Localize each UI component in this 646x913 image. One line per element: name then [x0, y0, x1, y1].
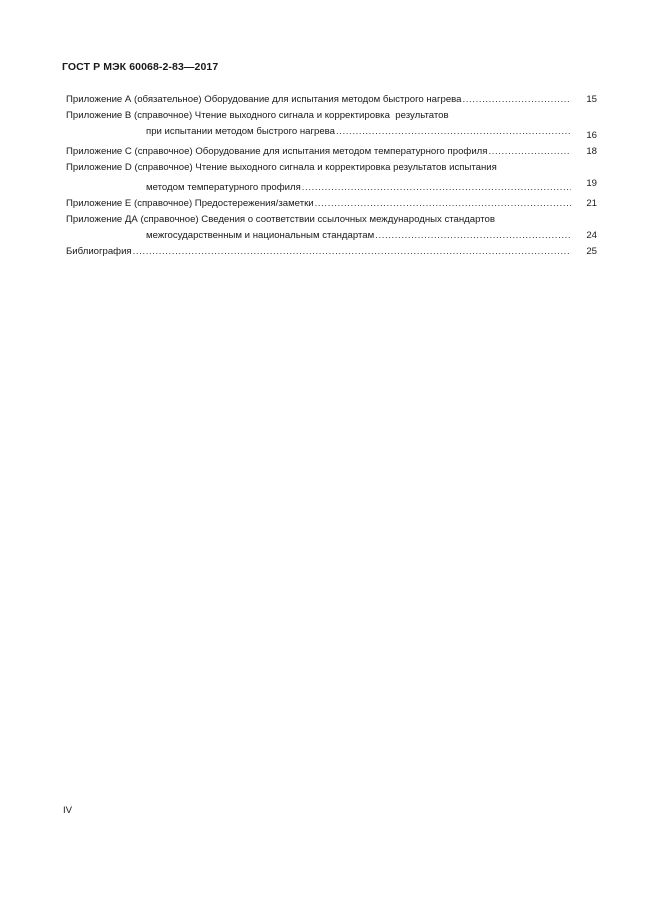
toc-entry-title: Приложение А (обязательное) Оборудование для испытания методом быстрого нагрева — [66, 94, 462, 105]
toc-page-number: 15 — [586, 94, 597, 105]
dot-leader — [336, 124, 571, 140]
dot-leader — [375, 228, 571, 244]
toc-page-number: 25 — [586, 246, 597, 257]
toc-entry-title: Приложение В (справочное) Чтение выходного сигнала и корректировка результатов — [66, 110, 449, 121]
toc-line-continuation — [66, 176, 597, 192]
toc-line — [66, 160, 597, 176]
toc-entry-title: Приложение D (справочное) Чтение выходного сигнала и корректировка результатов испытания — [66, 162, 497, 173]
toc-entry-annex-a[interactable] — [66, 92, 597, 108]
dot-leader — [463, 92, 571, 108]
toc-entry-annex-da[interactable] — [66, 212, 597, 244]
dot-leader — [302, 180, 571, 196]
dot-leader — [133, 244, 571, 260]
toc-page-number: 18 — [586, 146, 597, 157]
toc-line — [66, 196, 597, 212]
toc-entry-annex-c[interactable] — [66, 144, 597, 160]
table-of-contents — [66, 92, 597, 260]
toc-entry-title: Приложение Е (справочное) Предостережения/заметки — [66, 198, 314, 209]
toc-line — [66, 144, 597, 160]
toc-entry-title: Приложение С (справочное) Оборудование для испытания методом температурного профиля — [66, 146, 488, 157]
toc-line-continuation — [66, 228, 597, 244]
dot-leader — [488, 144, 571, 160]
toc-page-number: 16 — [586, 130, 597, 141]
document-header: ГОСТ Р МЭК 60068-2-83—2017 — [62, 61, 219, 73]
toc-entry-annex-b[interactable] — [66, 108, 597, 140]
toc-line — [66, 92, 597, 108]
toc-page-number: 24 — [586, 230, 597, 241]
toc-line-continuation — [66, 124, 597, 140]
toc-page-number: 21 — [586, 198, 597, 209]
toc-entry-annex-e[interactable] — [66, 196, 597, 212]
toc-entry-annex-d[interactable] — [66, 160, 597, 192]
dot-leader — [315, 196, 571, 212]
toc-entry-title-continuation: при испытании методом быстрого нагрева — [146, 126, 335, 137]
toc-line — [66, 212, 597, 228]
toc-page-number: 19 — [586, 178, 597, 189]
toc-entry-title-continuation: межгосударственным и национальным стандартам — [146, 230, 375, 241]
toc-entry-title-continuation: методом температурного профиля — [146, 182, 301, 193]
toc-line — [66, 108, 597, 124]
toc-entry-title: Библиография — [66, 246, 132, 257]
page-number-footer: IV — [63, 805, 73, 816]
toc-line — [66, 244, 597, 260]
toc-entry-title: Приложение ДА (справочное) Сведения о соответствии ссылочных международных стандартов — [66, 214, 495, 225]
toc-entry-bibliography[interactable] — [66, 244, 597, 260]
